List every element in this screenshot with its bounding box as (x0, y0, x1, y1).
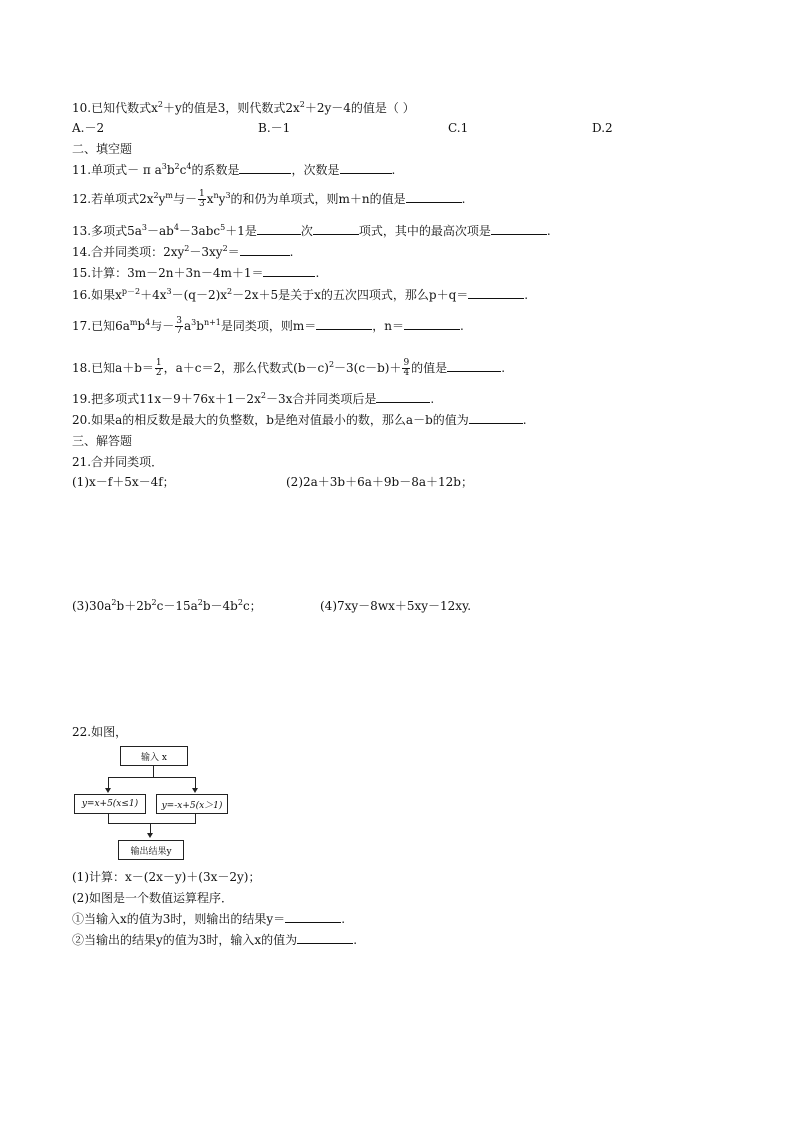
q13-blank-2[interactable] (313, 223, 359, 235)
q12-text-d: x (206, 192, 214, 206)
flow-connector-1 (153, 765, 154, 777)
q22-part-1: (1)计算：x－(2x－y)＋(3x－2y)； (72, 870, 261, 884)
q17-sup-4: n+1 (203, 318, 221, 327)
q14-blank[interactable] (240, 244, 290, 256)
q12-text-g: . (461, 192, 466, 206)
q21-p3-sup-4: 2 (237, 598, 243, 607)
q13-sup-1: 3 (141, 223, 147, 232)
q21-p3-text-e: c； (242, 599, 262, 613)
q11-text-e: ，次数是 (291, 163, 340, 177)
q21-part-2: (2)2a＋3b＋6a＋9b－8a＋12b； (286, 475, 473, 489)
q13-blank-1[interactable] (257, 223, 301, 235)
q18-fraction-1-denominator: 2 (155, 368, 162, 378)
q18-blank[interactable] (447, 360, 501, 372)
q17-text-g: ，n＝ (372, 319, 405, 333)
q11-text-d: 的系数是 (191, 163, 240, 177)
question-21-title: 21.合并同类项． (72, 455, 164, 469)
question-20 (72, 412, 527, 428)
q19-blank[interactable] (376, 391, 430, 403)
q10-sup-2: 2 (299, 100, 305, 109)
q12-fraction-numerator: 1 (198, 189, 205, 199)
q11-sup-2: 2 (174, 162, 180, 171)
flow-left-box (74, 794, 146, 814)
q19-text-a: 19.把多项式11x－9＋76x＋1－2x (72, 392, 261, 406)
flow-right-box (156, 794, 228, 814)
q18-text-c: －3(c－b)＋ (334, 361, 402, 375)
flow-connector-merge (150, 823, 151, 833)
q10-text-c: ＋2y－4的值是（ ） (304, 101, 415, 115)
q22-blank-2[interactable] (297, 932, 353, 944)
q13-sup-3: 5 (220, 223, 226, 232)
q13-text-e: 次 (300, 224, 313, 238)
q11-text-f: . (391, 163, 396, 177)
q11-text-c: c (179, 163, 187, 177)
q16-sup-3: 2 (227, 287, 233, 296)
q18-text-a: 18.已知a＋b＝ (72, 361, 154, 375)
q17-fraction-numerator: 3 (176, 316, 182, 326)
q14-sup-1: 2 (184, 244, 190, 253)
q13-text-c: －3abc (178, 224, 221, 238)
flow-split-line (108, 777, 196, 778)
q21-p3-sup-1: 2 (111, 598, 117, 607)
q19-sup-1: 2 (260, 391, 266, 400)
question-16 (72, 287, 528, 303)
q17-text-f: 是同类项，则m＝ (220, 319, 317, 333)
q12-fraction-denominator: 3 (198, 199, 205, 209)
question-12 (72, 190, 465, 209)
flow-output-box (118, 840, 184, 860)
question-15 (72, 265, 319, 281)
flow-arrow-down (147, 833, 153, 838)
q12-text-a: 12.若单项式2x (72, 192, 154, 206)
q18-fraction-2-denominator: 4 (403, 368, 410, 378)
q15-text-a: 15.计算：3m－2n＋3n－4m＋1＝ (72, 266, 264, 280)
q22-p2b-dot: . (353, 933, 358, 947)
q17-blank-1[interactable] (316, 318, 372, 330)
q21-p3-sup-2: 2 (151, 598, 157, 607)
question-19 (72, 391, 434, 407)
q16-text-b: ＋4x (140, 288, 167, 302)
q12-fraction (198, 190, 206, 209)
q17-sup-1: m (129, 318, 138, 327)
q16-text-a: 16.如果x (72, 288, 122, 302)
flow-merge-line (108, 823, 196, 824)
question-14 (72, 244, 294, 260)
q10-option-c[interactable]: C.1 (448, 121, 469, 135)
q22-part-2b (72, 932, 357, 948)
q17-blank-2[interactable] (404, 318, 460, 330)
q14-text-a: 14.合并同类项：2xy (72, 245, 185, 259)
q12-sup-3: n (213, 191, 219, 200)
q16-sup-2: 3 (166, 287, 172, 296)
flow-right-label: y=-x+5(x＞1) (161, 800, 223, 811)
q13-blank-3[interactable] (491, 223, 547, 235)
q17-text-a: 17.已知6a (72, 319, 130, 333)
q16-text-d: －2x＋5是关于x的五次四项式，那么p＋q＝ (232, 288, 469, 302)
q16-sup-1: p－2 (121, 287, 141, 296)
q14-text-d: . (289, 245, 294, 259)
q16-text-e: . (524, 288, 529, 302)
q13-text-b: －ab (146, 224, 174, 238)
flow-output-label: 输出结果y (130, 846, 172, 857)
q14-text-b: －3xy (189, 245, 223, 259)
q20-blank[interactable] (469, 412, 523, 424)
q12-text-e: y (218, 192, 226, 206)
q12-sup-2: m (165, 191, 173, 200)
question-10 (72, 100, 415, 116)
q18-fraction-1-numerator: 1 (155, 358, 162, 368)
flow-input-box (120, 746, 188, 766)
q17-text-d: a (184, 319, 192, 333)
q21-part-1: (1)x－f＋5x－4f； (72, 475, 175, 489)
q21-p3-text-d: b－4b (202, 599, 238, 613)
flow-arrow-right (192, 788, 198, 793)
q12-blank[interactable] (406, 191, 462, 203)
q10-option-d[interactable]: D.2 (592, 121, 613, 135)
q10-option-b[interactable]: B.－1 (258, 121, 291, 135)
q22-p2b-text: ②当输出的结果y的值为3时，输入x的值为 (72, 933, 298, 947)
q18-text-e: . (501, 361, 506, 375)
q22-blank-1[interactable] (285, 911, 341, 923)
q11-text-a: 11.单项式－ π a (72, 163, 162, 177)
flow-input-label: 输入 x (141, 752, 167, 763)
question-22-title: 22.如图， (72, 725, 128, 739)
q11-blank-2[interactable] (340, 162, 392, 174)
q12-sup-1: 2 (153, 191, 159, 200)
q13-text-f: 项式，其中的最高次项是 (358, 224, 491, 238)
q19-text-c: . (430, 392, 435, 406)
flow-connector-left (108, 777, 109, 788)
q22-p2a-dot: . (341, 912, 346, 926)
q21-p3-text-b: b＋2b (116, 599, 152, 613)
q11-blank-1[interactable] (239, 162, 291, 174)
q21-part-4: (4)7xy－8wx＋5xy－12xy. (320, 599, 472, 613)
flow-connector-left-down (108, 813, 109, 823)
q18-sup-1: 2 (328, 360, 335, 369)
q13-text-d: ＋1是 (225, 224, 257, 238)
q22-part-2a (72, 911, 345, 927)
q16-blank[interactable] (468, 287, 524, 299)
question-18 (72, 359, 505, 378)
q16-text-c: －(q－2)x (171, 288, 228, 302)
q12-text-f: 的和仍为单项式，则m＋n的值是 (230, 192, 406, 206)
q12-sup-4: 3 (225, 191, 231, 200)
q17-fraction-denominator: 7 (176, 326, 182, 336)
section-heading-fill-in: 二、填空题 (72, 142, 133, 156)
q10-text-b: ＋y的值是3，则代数式2x (162, 101, 300, 115)
flow-left-label: y=x+5(x≤1) (81, 799, 139, 809)
q17-fraction (175, 317, 183, 336)
q19-text-b: －3x合并同类项后是 (265, 392, 377, 406)
q13-text-a: 13.多项式5a (72, 224, 142, 238)
q13-sup-2: 4 (173, 223, 179, 232)
q18-fraction-2-numerator: 9 (403, 358, 410, 368)
q21-p3-text-a: (3)30a (72, 599, 112, 613)
q17-sup-2: 4 (145, 318, 151, 327)
flowchart (72, 744, 232, 864)
q11-sup-1: 3 (161, 162, 167, 171)
flow-connector-right (195, 777, 196, 788)
q10-text-a: 10.已知代数式x (72, 101, 158, 115)
q21-p3-text-c: c－15a (156, 599, 198, 613)
q21-part-3 (72, 598, 262, 614)
q15-text-b: . (315, 266, 320, 280)
q10-sup-1: 2 (157, 100, 163, 109)
q13-text-g: . (546, 224, 551, 238)
q18-text-d: 的值是 (411, 361, 448, 375)
q22-p2a-text: ①当输入x的值为3时，则输出的结果y＝ (72, 912, 286, 926)
q20-text-a: 20.如果a的相反数是最大的负整数，b是绝对值最小的数，那么a－b的值为 (72, 413, 469, 427)
q12-text-b: y (158, 192, 166, 206)
q11-text-b: b (166, 163, 175, 177)
q12-text-c: 与－ (172, 192, 197, 206)
q14-sup-2: 2 (222, 244, 228, 253)
q17-sup-3: 3 (191, 318, 197, 327)
q17-text-b: b (137, 319, 146, 333)
q17-text-c: 与－ (150, 319, 175, 333)
q10-option-a[interactable]: A.－2 (72, 121, 105, 135)
q15-blank[interactable] (263, 265, 315, 277)
section-heading-solve: 三、解答题 (72, 434, 133, 448)
q17-text-h: . (460, 319, 464, 333)
q18-fraction-2 (402, 359, 410, 378)
question-11 (72, 162, 395, 178)
flow-connector-right-down (195, 813, 196, 823)
q17-text-e: b (196, 319, 204, 333)
q14-text-c: ＝ (227, 245, 240, 259)
q21-p3-sup-3: 2 (197, 598, 203, 607)
q11-sup-3: 4 (186, 162, 192, 171)
q18-fraction-1 (155, 359, 163, 378)
question-17 (72, 317, 464, 336)
q22-part-2: (2)如图是一个数值运算程序． (72, 891, 233, 905)
question-13 (72, 223, 551, 239)
flow-arrow-left (105, 788, 111, 793)
q20-text-b: . (522, 413, 527, 427)
q18-text-b: ，a＋c＝2，那么代数式(b－c) (163, 361, 329, 375)
